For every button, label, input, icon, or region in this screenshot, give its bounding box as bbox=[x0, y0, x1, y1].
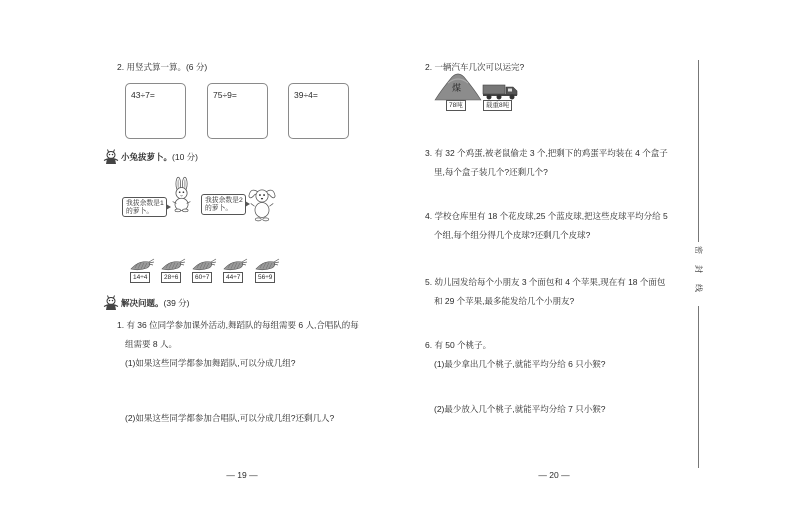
vertical-calc-box bbox=[288, 83, 349, 139]
sub-question: (2)最少放入几个桃子,就能平均分给 7 只小猴? bbox=[434, 404, 606, 414]
division-expression: 39÷4= bbox=[294, 90, 318, 100]
question-text: 3. 有 32 个鸡蛋,被老鼠偷走 3 个,把剩下的鸡蛋平均装在 4 个盒子 bbox=[425, 148, 668, 158]
section-points: (39 分) bbox=[163, 298, 190, 308]
question-text: 5. 幼儿园发给每个小朋友 3 个面包和 4 个苹果,现在有 18 个面包 bbox=[425, 277, 666, 287]
question-text: 1. 有 36 位同学参加课外活动,舞蹈队的每组需要 6 人,合唱队的每 bbox=[117, 320, 359, 330]
vertical-calc-box bbox=[125, 83, 186, 139]
question-text: 个组,每个组分得几个皮球?还剩几个皮球? bbox=[434, 230, 591, 240]
vertical-calc-box bbox=[207, 83, 268, 139]
mascot-icon bbox=[103, 295, 119, 311]
carrot-label: 28÷6 bbox=[161, 272, 181, 283]
division-expression: 75÷9= bbox=[213, 90, 237, 100]
section-points: (10 分) bbox=[172, 152, 198, 162]
carrot-illustration bbox=[160, 258, 186, 272]
page-number: — 20 — bbox=[538, 470, 570, 480]
bubble-line: 我拔余数是2 bbox=[205, 197, 243, 204]
carrot-label: 14÷4 bbox=[130, 272, 150, 283]
coal-label: 煤 bbox=[452, 83, 462, 93]
question-text: 里,每个盒子装几个?还剩几个? bbox=[434, 167, 548, 177]
truck-capacity-label: 载重8吨 bbox=[483, 100, 512, 111]
question-text: 2. 一辆汽车几次可以运完? bbox=[425, 62, 525, 72]
bubble-line: 我拔余数是1 bbox=[126, 200, 164, 207]
sub-question: (2)如果这些同学都参加合唱队,可以分成几组?还剩几人? bbox=[125, 413, 335, 423]
rabbit-section-heading bbox=[121, 152, 198, 163]
section-title: 解决问题。 bbox=[121, 298, 164, 308]
seal-line-label: 密封线 bbox=[694, 246, 703, 303]
sub-question: (1)如果这些同学都参加舞蹈队,可以分成几组? bbox=[125, 358, 296, 368]
word-problems-heading bbox=[121, 298, 190, 309]
speech-bubble bbox=[201, 194, 246, 215]
page-number: — 19 — bbox=[226, 470, 258, 480]
question-text: 组需要 8 人。 bbox=[125, 339, 177, 349]
seal-line-rule bbox=[698, 306, 699, 468]
question-text: 4. 学校仓库里有 18 个花皮球,25 个蓝皮球,把这些皮球平均分给 5 bbox=[425, 211, 668, 221]
carrot-label: 56÷9 bbox=[255, 272, 275, 283]
carrot-label: 60÷7 bbox=[192, 272, 212, 283]
division-expression: 43÷7= bbox=[131, 90, 155, 100]
bubble-line: 的萝卜。 bbox=[126, 208, 154, 215]
coal-weight-label: 78吨 bbox=[446, 100, 466, 111]
mascot-icon bbox=[103, 149, 119, 165]
carrot-illustration bbox=[191, 258, 217, 272]
sub-question: (1)最少拿出几个桃子,就能平均分给 6 只小猴? bbox=[434, 359, 606, 369]
question-text: 6. 有 50 个桃子。 bbox=[425, 340, 492, 350]
rabbit-illustration bbox=[168, 176, 196, 214]
truck-illustration bbox=[482, 82, 520, 100]
carrot-label: 44÷7 bbox=[223, 272, 243, 283]
bubble-line: 的萝卜。 bbox=[205, 205, 233, 212]
carrot-illustration bbox=[254, 258, 280, 272]
speech-bubble bbox=[122, 197, 167, 217]
carrot-illustration bbox=[222, 258, 248, 272]
question-text: 和 29 个苹果,最多能发给几个小朋友? bbox=[434, 296, 575, 306]
rabbit-illustration bbox=[247, 182, 277, 223]
question-2-title: 2. 用竖式算一算。(6 分) bbox=[117, 62, 208, 72]
carrot-illustration bbox=[129, 258, 155, 272]
section-title: 小兔拔萝卜。 bbox=[121, 152, 173, 162]
seal-line-rule bbox=[698, 60, 699, 242]
